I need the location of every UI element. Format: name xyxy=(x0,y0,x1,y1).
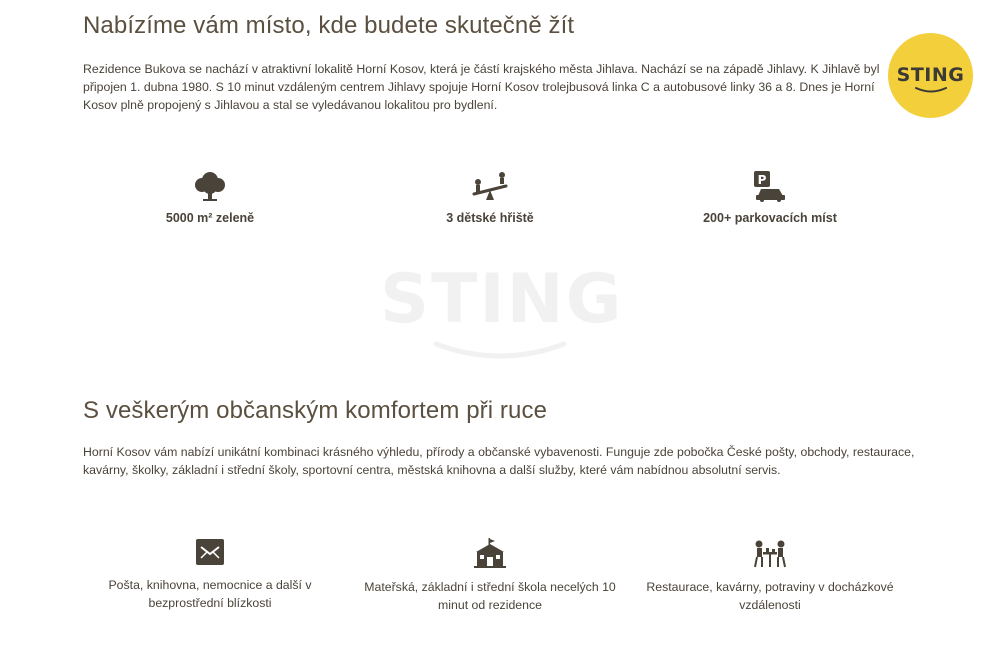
envelope-icon xyxy=(195,538,225,566)
amenity-restaurants xyxy=(630,538,910,614)
feature-label: 200+ parkovacích míst xyxy=(703,211,837,225)
watermark-text: STING xyxy=(380,260,624,339)
restaurant-icon xyxy=(752,538,788,568)
tree-icon xyxy=(193,170,227,202)
amenity-label: Pošta, knihovna, nemocnice a další v bezprostřední blízkosti xyxy=(108,578,312,610)
feature-label: 3 dětské hřiště xyxy=(446,211,534,225)
smile-icon xyxy=(914,86,948,94)
feature-parking xyxy=(640,170,900,225)
section-title-amenities: S veškerým občanským komfortem při ruce xyxy=(83,397,548,424)
feature-playgrounds xyxy=(360,170,620,225)
sting-logo-badge[interactable] xyxy=(888,33,973,118)
feature-label: 5000 m² zeleně xyxy=(165,211,255,225)
badge-text: STING xyxy=(896,63,965,86)
school-icon xyxy=(473,538,507,568)
section-text-location: Rezidence Bukova se nachází v atraktivní lokalitě Horní Kosov, která je částí krajského města Jihlava. Nachází se na západě Jihlavy. K Jihlavě byl připojen 1. dubna 1980. S 10 minut vzdáleným centrem Jihlavy spojuje Horní Kosov trolejbusová linka C a autobusové linky 36 a 8. Dnes je Horní Kosov plně propojený s Jihlavou a stal se vyledávanou lokalitou pro bydlení. xyxy=(83,62,880,112)
watermark-smile-icon xyxy=(430,340,570,362)
section-text-amenities: Horní Kosov vám nabízí unikátní kombinaci krásného výhledu, přírody a občanské vybavenosti. Funguje zde pobočka České pošty, obchody, restaurace, kavárny, školky, základní i střední školy, sportovní centra, městská knihovna a další služby, které vám nabídnou absolutní servis. xyxy=(83,445,915,477)
amenity-schools xyxy=(350,538,630,614)
amenity-label: Mateřská, základní i střední škola necelých 10 minut od rezidence xyxy=(364,580,616,612)
parking-icon xyxy=(752,170,788,202)
section-title-offer: Nabízíme vám místo, kde budete skutečně žít xyxy=(83,12,575,39)
amenity-services xyxy=(70,538,350,612)
seesaw-icon xyxy=(470,170,510,202)
svg-text:P: P xyxy=(757,173,767,187)
feature-greenery xyxy=(80,170,340,225)
amenity-label: Restaurace, kavárny, potraviny v docházkové vzdálenosti xyxy=(646,580,894,612)
sting-watermark xyxy=(380,260,624,390)
